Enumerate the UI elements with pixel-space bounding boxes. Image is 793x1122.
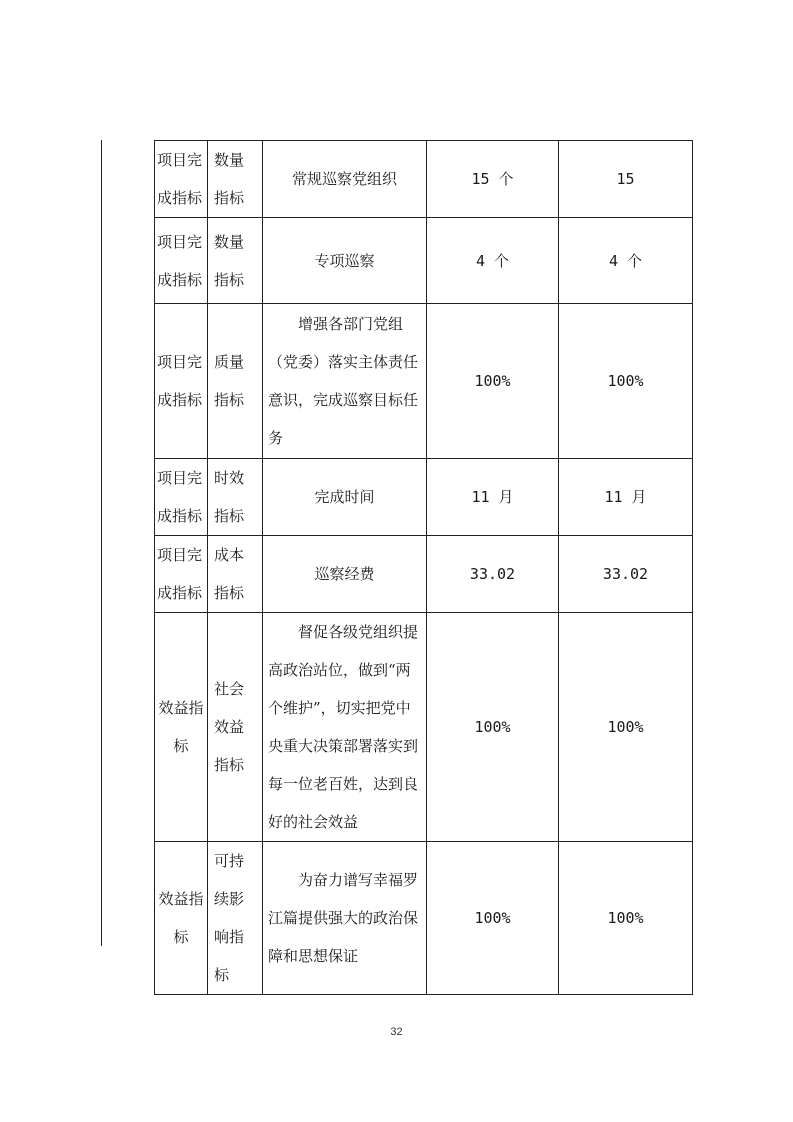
page-number: 32 [390,1026,403,1038]
level1-indicator-cell: 项目完成指标 [155,536,208,613]
level3-indicator-cell: 为奋力谱写幸福罗江篇提供强大的政治保障和思想保证 [263,842,427,995]
level1-indicator-cell: 项目完成指标 [155,218,208,304]
table-row [155,459,693,536]
target-value-cell: 33.02 [427,536,559,613]
actual-value-cell: 11 月 [559,459,693,536]
target-value-cell: 15 个 [427,141,559,218]
level3-indicator-cell: 专项巡察 [263,218,427,304]
level2-indicator-cell: 数量指标 [208,218,263,304]
target-value-cell: 4 个 [427,218,559,304]
level1-indicator-cell: 项目完成指标 [155,459,208,536]
actual-value-cell: 100% [559,842,693,995]
level2-indicator-cell: 数量指标 [208,141,263,218]
level3-indicator-cell: 巡察经费 [263,536,427,613]
level1-indicator-cell: 项目完成指标 [155,141,208,218]
level2-indicator-cell: 社会效益指标 [208,613,263,842]
level1-indicator-cell: 效益指标 [155,613,208,842]
margin-rule [101,140,102,946]
target-value-cell: 100% [427,842,559,995]
target-value-cell: 11 月 [427,459,559,536]
table-row [155,141,693,218]
level2-indicator-cell: 成本指标 [208,536,263,613]
target-value-cell: 100% [427,613,559,842]
level3-indicator-cell: 完成时间 [263,459,427,536]
level3-indicator-cell: 督促各级党组织提高政治站位，做到“两个维护”，切实把党中央重大决策部署落实到每一位老百姓，达到良好的社会效益 [263,613,427,842]
table-row [155,218,693,304]
table-row [155,842,693,995]
table-row [155,304,693,459]
level3-indicator-cell: 增强各部门党组（党委）落实主体责任意识，完成巡察目标任务 [263,304,427,459]
level1-indicator-cell: 项目完成指标 [155,304,208,459]
actual-value-cell: 4 个 [559,218,693,304]
level2-indicator-cell: 时效指标 [208,459,263,536]
target-value-cell: 100% [427,304,559,459]
actual-value-cell: 100% [559,304,693,459]
level3-indicator-cell: 常规巡察党组织 [263,141,427,218]
actual-value-cell: 15 [559,141,693,218]
performance-indicator-table [154,140,693,995]
level2-indicator-cell: 可持续影响指标 [208,842,263,995]
table-row [155,613,693,842]
table-row [155,536,693,613]
actual-value-cell: 100% [559,613,693,842]
actual-value-cell: 33.02 [559,536,693,613]
level1-indicator-cell: 效益指标 [155,842,208,995]
level2-indicator-cell: 质量指标 [208,304,263,459]
